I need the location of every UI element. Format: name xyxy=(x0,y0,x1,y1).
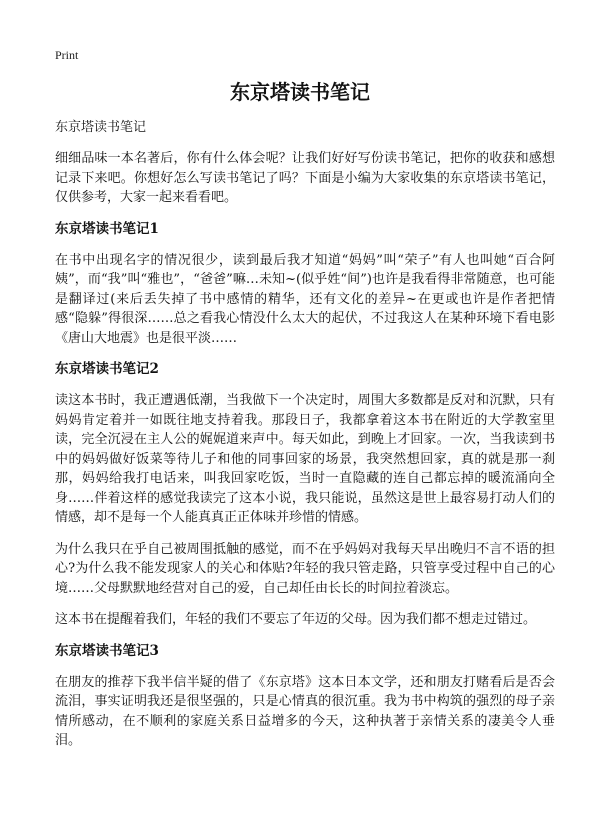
intro-paragraph: 细细品味一本名著后，你有什么体会呢？让我们好好写份读书笔记，把你的收获和感想记录下来吧。你想好怎么写读书笔记了吗？下面是小编为大家收集的东京塔读书笔记，仅供参考，大家一起来看看吧。 xyxy=(55,151,555,205)
document-body xyxy=(55,118,555,763)
section-3-heading: 东京塔读书笔记3 xyxy=(55,642,159,659)
section-1-heading: 东京塔读书笔记1 xyxy=(55,220,159,237)
section-1-paragraph-1: 在书中出现名字的情况很少，读到最后我才知道“妈妈”叫“荣子”有人也叫她“百合阿姨”，而“我”叫“雅也”，“爸爸”嘛…未知~(似乎姓“间”)也许是我看得非常随意，也可能是翻译过(来后丢失掉了书中感情的精华，还有文化的差异~在更或也许是作者把情感“隐躲”得很深……总之看我心情没什么太大的起伏，不过我这人在某种环境下看电影《唐山大地震》也是很平淡…… xyxy=(55,252,555,346)
section-2-paragraph-3: 这本书在提醒着我们，年轻的我们不要忘了年迈的父母。因为我们都不想走过错过。 xyxy=(55,612,537,627)
section-3-paragraph-1: 在朋友的推荐下我半信半疑的借了《东京塔》这本日本文学，还和朋友打赌看后是否会流泪，事实证明我还是很坚强的，只是心情真的很沉重。我为书中构筑的强烈的母子亲情所感动，在不顺利的家庭关系日益增多的今天，这种执著于亲情关系的凄美令人垂泪。 xyxy=(55,674,555,748)
document-title: 东京塔读书笔记 xyxy=(230,80,370,104)
section-2-paragraph-1: 读这本书时，我正遭遇低潮，当我做下一个决定时，周围大多数都是反对和沉默，只有妈妈肯定着并一如既往地支持着我。那段日子，我都拿着这本书在附近的大学教室里读，完全沉浸在主人公的娓娓道来声中。每天如此，到晚上才回家。一次，当我读到书中的妈妈做好饭菜等待儿子和他的同事回家的场景，我突然想回家，真的就是那一刹那，妈妈给我打电话来，叫我回家吃饭，当时一直隐藏的连自己都忘掉的暖流涌向全身……伴着这样的感觉我读完了这本小说，我只能说，虽然这是世上最容易打动人们的情感，却不是每一个人能真真正正体味并珍惜的情感。 xyxy=(55,393,555,525)
section-2-heading: 东京塔读书笔记2 xyxy=(55,361,159,377)
document-subtitle: 东京塔读书笔记 xyxy=(55,120,147,135)
print-link[interactable]: Print xyxy=(55,48,79,62)
section-2-paragraph-2: 为什么我只在乎自己被周围抵触的感觉，而不在乎妈妈对我每天早出晚归不言不语的担心?为什么我不能发现家人的关心和体贴?年轻的我只管走路，只管享受过程中自己的心境……父母默默地经营对自己的爱，自己却任由长长的时间拉着淡忘。 xyxy=(55,541,555,596)
